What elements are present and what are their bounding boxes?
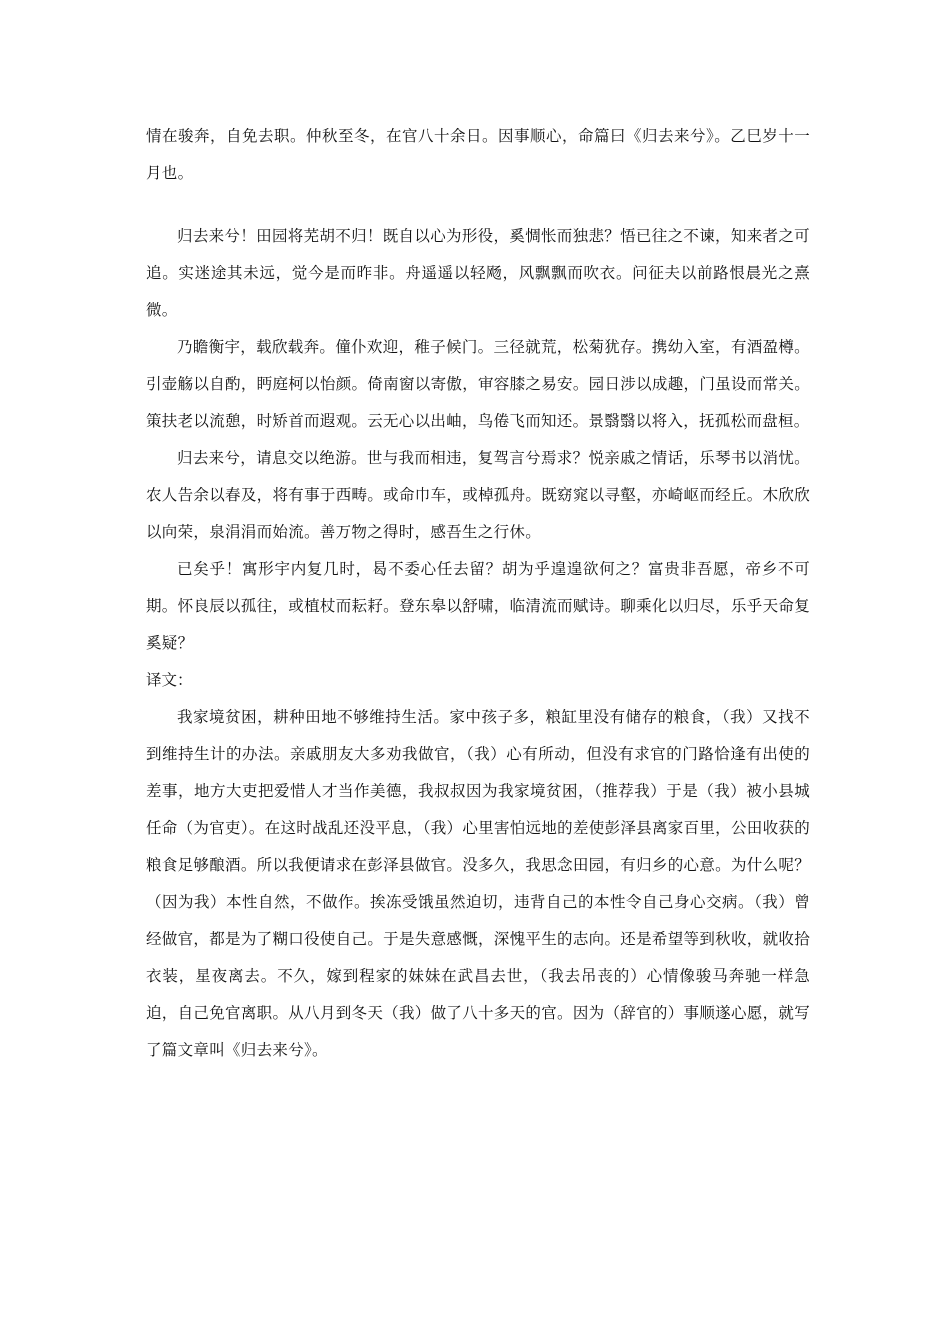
poem-stanza-4: 已矣乎！寓形宇内复几时，曷不委心任去留？胡为乎遑遑欲何之？富贵非吾愿，帝乡不可期。怀良辰以孤往，或植杖而耘耔。登东皋以舒啸，临清流而赋诗。聊乘化以归尽，乐乎天命复奚疑？ — [146, 560, 810, 652]
poem-stanza-3: 归去来兮，请息交以绝游。世与我而相违，复驾言兮焉求？悦亲戚之情话，乐琴书以消忧。农人告余以春及，将有事于西畴。或命巾车，或棹孤舟。既窈窕以寻壑，亦崎岖而经丘。木欣欣以向荣，泉涓涓而始流。善万物之得时，感吾生之行休。 — [146, 449, 810, 541]
document-page — [146, 118, 810, 1069]
poem-stanza-2: 乃瞻衡宇，载欣载奔。僮仆欢迎，稚子候门。三径就荒，松菊犹存。携幼入室，有酒盈樽。引壶觞以自酌，眄庭柯以怡颜。倚南窗以寄傲，审容膝之易安。园日涉以成趣，门虽设而常关。策扶老以流憩，时矫首而遐观。云无心以出岫，鸟倦飞而知还。景翳翳以将入，抚孤松而盘桓。 — [146, 338, 810, 430]
preface-ending-paragraph: 情在骏奔，自免去职。仲秋至冬，在官八十余日。因事顺心，命篇曰《归去来兮》。乙巳岁十一月也。 — [146, 127, 810, 182]
poem-stanza-1: 归去来兮！田园将芜胡不归！既自以心为形役，奚惆怅而独悲？悟已往之不谏，知来者之可追。实迷途其未远，觉今是而昨非。舟遥遥以轻飏，风飘飘而吹衣。问征夫以前路恨晨光之熹微。 — [146, 227, 810, 319]
translation-paragraph: 我家境贫困，耕种田地不够维持生活。家中孩子多，粮缸里没有储存的粮食，（我）又找不到维持生计的办法。亲戚朋友大多劝我做官，（我）心有所动，但没有求官的门路恰逢有出使的差事，地方大吏把爱惜人才当作美德，我叔叔因为我家境贫困，（推荐我）于是（我）被小县城任命（为官吏）。在这时战乱还没平息，（我）心里害怕远地的差使彭泽县离家百里，公田收获的粮食足够酿酒。所以我便请求在彭泽县做官。没多久，我思念田园，有归乡的心意。为什么呢？（因为我）本性自然，不做作。挨冻受饿虽然迫切，违背自己的本性令自己身心交病。（我）曾经做官，都是为了糊口役使自己。于是失意感慨，深愧平生的志向。还是希望等到秋收，就收拾衣装，星夜离去。不久，嫁到程家的妹妹在武昌去世，（我去吊丧的）心情像骏马奔驰一样急迫，自己免官离职。从八月到冬天（我）做了八十多天的官。因为（辞官的）事顺遂心愿，就写了篇文章叫《归去来兮》。 — [146, 708, 810, 1059]
translation-heading: 译文： — [146, 671, 193, 689]
